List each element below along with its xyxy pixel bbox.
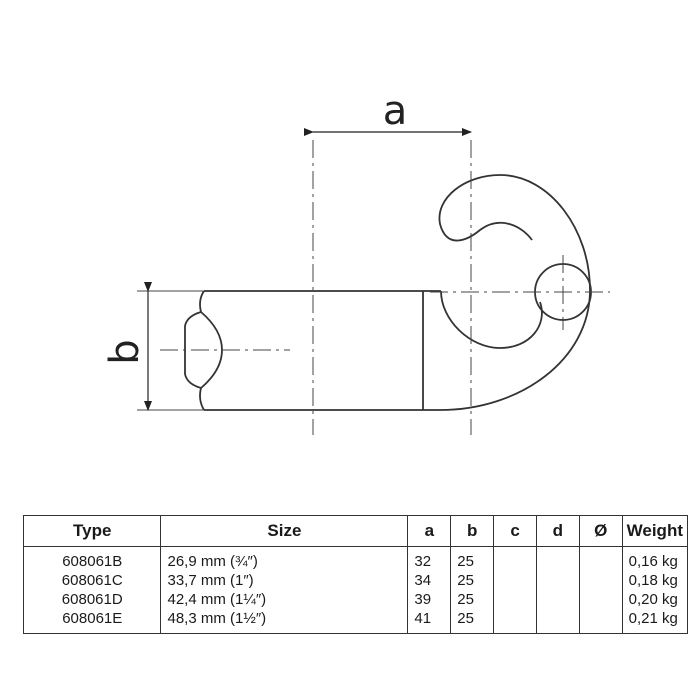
cell-size: 33,7 mm (1″) xyxy=(161,571,408,590)
cell-size: 48,3 mm (1½″) xyxy=(161,609,408,634)
cell-type: 608061B xyxy=(24,547,161,572)
cell-weight: 0,16 kg xyxy=(622,547,687,572)
cell-diameter xyxy=(579,609,622,634)
cell-diameter xyxy=(579,571,622,590)
cell-weight: 0,21 kg xyxy=(622,609,687,634)
cell-a: 34 xyxy=(408,571,451,590)
cell-a: 39 xyxy=(408,590,451,609)
cell-b: 25 xyxy=(451,590,494,609)
header-type: Type xyxy=(24,516,161,547)
cell-type: 608061E xyxy=(24,609,161,634)
table-row xyxy=(24,571,688,590)
cell-d xyxy=(536,590,579,609)
header-b: b xyxy=(451,516,494,547)
cell-d xyxy=(536,609,579,634)
cell-a: 32 xyxy=(408,547,451,572)
center-lines xyxy=(160,140,610,435)
cell-b: 25 xyxy=(451,547,494,572)
cell-c xyxy=(494,590,537,609)
cell-size: 42,4 mm (1¼″) xyxy=(161,590,408,609)
cell-c xyxy=(494,571,537,590)
header-c: c xyxy=(494,516,537,547)
header-weight: Weight xyxy=(622,516,687,547)
cell-type: 608061D xyxy=(24,590,161,609)
dimension-a xyxy=(313,88,471,134)
table-row xyxy=(24,609,688,634)
cell-weight: 0,18 kg xyxy=(622,571,687,590)
cell-b: 25 xyxy=(451,571,494,590)
header-a: a xyxy=(408,516,451,547)
table-row xyxy=(24,590,688,609)
specification-table xyxy=(23,515,688,634)
cell-b: 25 xyxy=(451,609,494,634)
cell-c xyxy=(494,609,537,634)
table-row xyxy=(24,547,688,572)
cell-a: 41 xyxy=(408,609,451,634)
cell-size: 26,9 mm (¾″) xyxy=(161,547,408,572)
dimension-b-label: b xyxy=(102,339,148,365)
dimension-a-label: a xyxy=(382,88,408,134)
table-header-row xyxy=(24,516,688,547)
cell-type: 608061C xyxy=(24,571,161,590)
fitting-body xyxy=(185,291,423,410)
cell-d xyxy=(536,571,579,590)
header-size: Size xyxy=(161,516,408,547)
cell-c xyxy=(494,547,537,572)
dimension-b xyxy=(102,291,204,410)
header-d: d xyxy=(536,516,579,547)
cell-d xyxy=(536,547,579,572)
cell-diameter xyxy=(579,547,622,572)
cell-diameter xyxy=(579,590,622,609)
cell-weight: 0,20 kg xyxy=(622,590,687,609)
header-diameter: Ø xyxy=(579,516,622,547)
